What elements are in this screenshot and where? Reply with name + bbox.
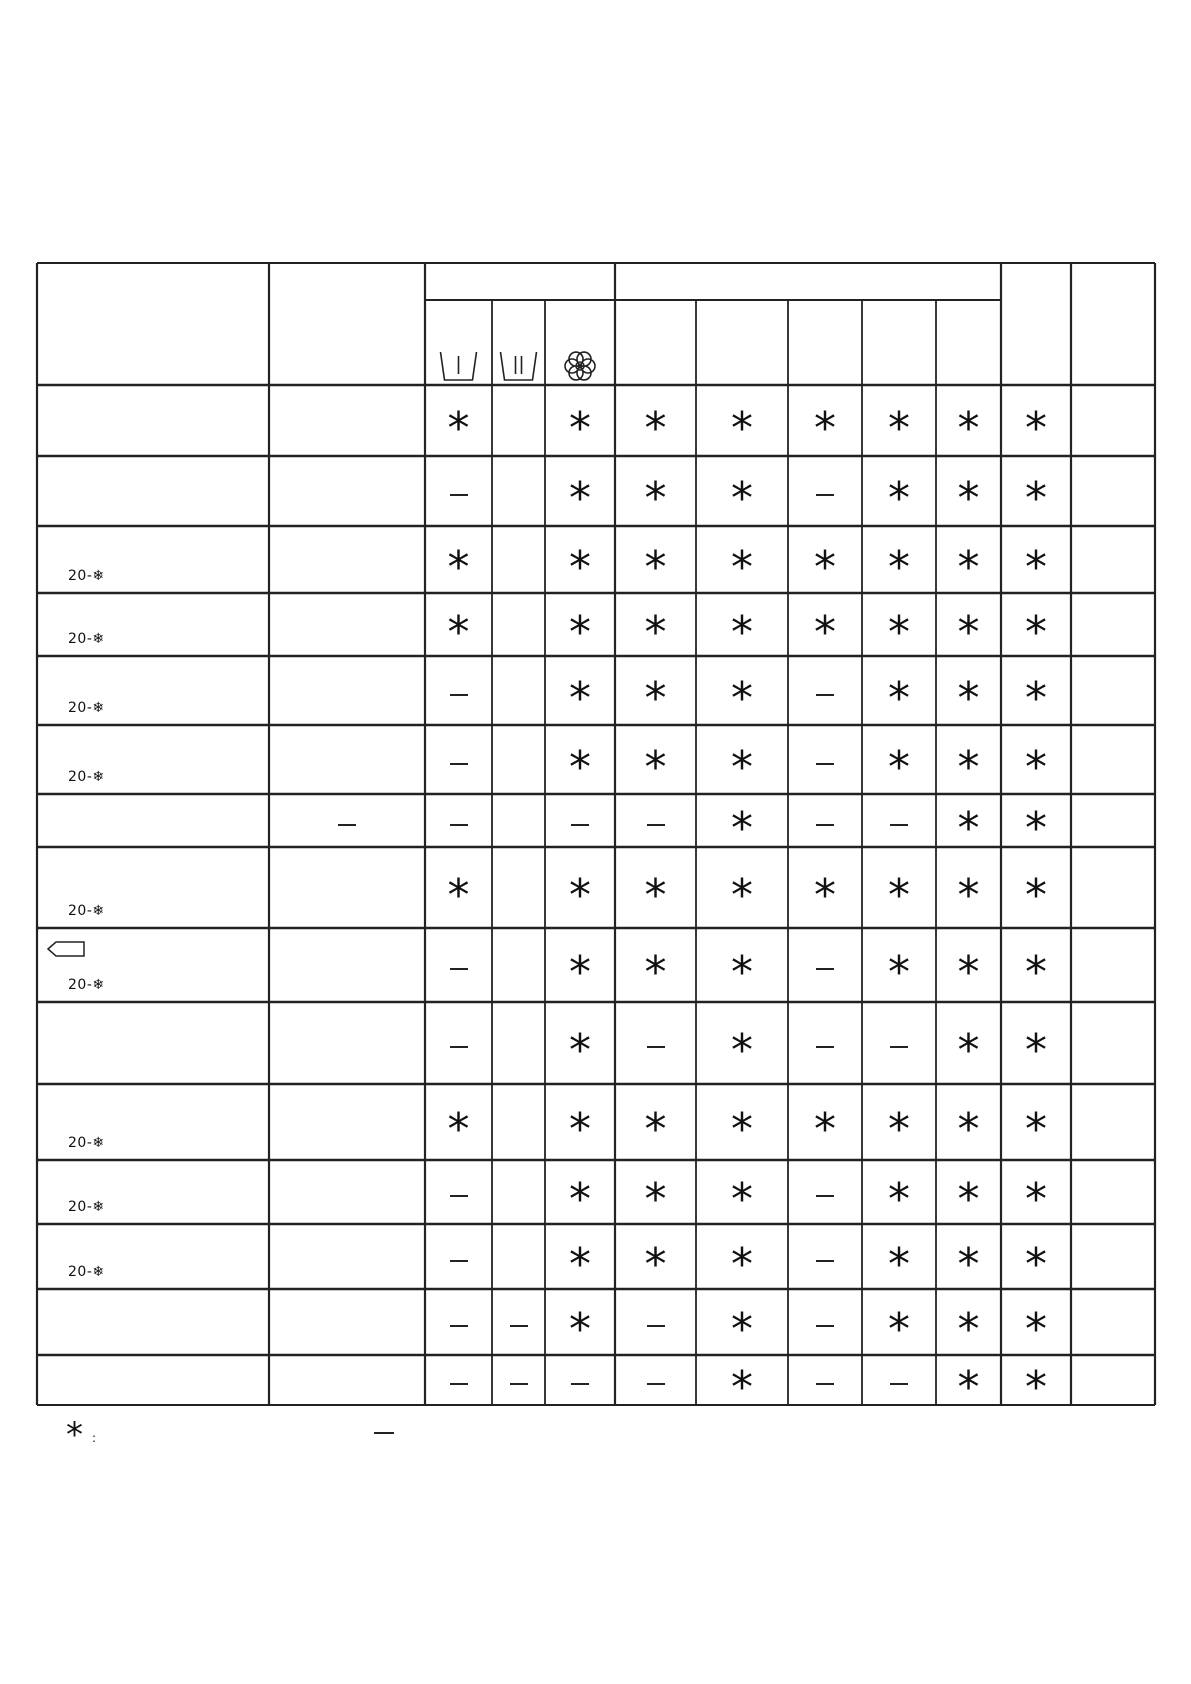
cell-suitable: * — [644, 672, 667, 724]
cell-suitable: * — [957, 741, 980, 793]
cell-suitable: * — [1025, 606, 1047, 658]
flower-icon — [565, 352, 595, 380]
cell-not-applicable — [338, 824, 356, 826]
cell-suitable: * — [644, 473, 667, 524]
cell-suitable: * — [731, 1304, 753, 1355]
row-label-temperature: 20-❄ — [68, 1199, 105, 1215]
cell-suitable: * — [731, 473, 753, 524]
cell-suitable: * — [447, 606, 470, 658]
cell-not-applicable — [450, 1260, 468, 1262]
cell-suitable: * — [569, 1238, 591, 1290]
cell-not-applicable — [450, 763, 468, 765]
cell-suitable: * — [569, 606, 591, 658]
cell-suitable: * — [814, 606, 836, 658]
cell-suitable: * — [1025, 1238, 1047, 1290]
cell-not-applicable — [890, 824, 908, 826]
cell-suitable: * — [1025, 1104, 1047, 1155]
cell-suitable: * — [814, 541, 836, 593]
cell-suitable: * — [644, 741, 667, 793]
cell-suitable: * — [1025, 402, 1047, 454]
row-label-temperature: 20-❄ — [68, 977, 105, 993]
cell-not-applicable — [816, 824, 834, 826]
cell-not-applicable — [450, 824, 468, 826]
label-tag-icon — [46, 940, 86, 958]
row-label-temperature: 20-❄ — [68, 769, 105, 785]
cell-suitable: * — [731, 1362, 753, 1413]
cell-suitable: * — [888, 1104, 910, 1155]
cell-not-applicable — [816, 763, 834, 765]
cell-suitable: * — [1025, 541, 1047, 593]
cell-suitable: * — [731, 1104, 753, 1155]
cell-suitable: * — [957, 1304, 980, 1355]
handwash-tub-two-line-icon — [501, 352, 537, 380]
cell-not-applicable — [890, 1383, 908, 1385]
cell-suitable: * — [1025, 473, 1047, 524]
cell-suitable: * — [731, 402, 753, 454]
cell-suitable: * — [957, 1362, 980, 1413]
row-label-temperature: 20-❄ — [68, 903, 105, 919]
cell-suitable: * — [957, 606, 980, 658]
row-label-temperature: 20-❄ — [68, 1264, 105, 1280]
cell-suitable: * — [644, 541, 667, 593]
cell-suitable: * — [1025, 672, 1047, 724]
cell-suitable: * — [888, 541, 910, 593]
cell-not-applicable — [450, 968, 468, 970]
cell-suitable: * — [569, 869, 591, 921]
cell-not-applicable — [816, 1046, 834, 1048]
row-label-temperature: 20-❄ — [68, 568, 105, 584]
cell-suitable: * — [1025, 741, 1047, 793]
cell-suitable: * — [644, 1238, 667, 1290]
cell-not-applicable — [816, 1383, 834, 1385]
cell-suitable: * — [888, 1304, 910, 1355]
cell-suitable: * — [957, 1174, 980, 1225]
cell-suitable: * — [447, 402, 470, 454]
cell-suitable: * — [731, 672, 753, 724]
cell-not-applicable — [816, 1325, 834, 1327]
cell-not-applicable — [816, 968, 834, 970]
cell-suitable: * — [1025, 869, 1047, 921]
cell-suitable: * — [731, 1174, 753, 1225]
cell-suitable: * — [569, 1104, 591, 1155]
row-label-temperature: 20-❄ — [68, 700, 105, 716]
cell-suitable: * — [957, 1238, 980, 1290]
cell-suitable: * — [644, 869, 667, 921]
cell-suitable: * — [1025, 947, 1047, 998]
cell-not-applicable — [816, 494, 834, 496]
handwash-tub-one-line-icon — [441, 352, 477, 380]
cell-suitable: * — [569, 473, 591, 524]
cell-suitable: * — [957, 1104, 980, 1155]
cell-not-applicable — [450, 1325, 468, 1327]
cell-suitable: * — [888, 672, 910, 724]
cell-not-applicable — [571, 824, 589, 826]
cell-suitable: * — [731, 541, 753, 593]
cell-not-applicable — [450, 1195, 468, 1197]
cell-not-applicable — [510, 1325, 528, 1327]
cell-not-applicable — [647, 1325, 665, 1327]
cell-suitable: * — [731, 1238, 753, 1290]
cell-suitable: * — [1025, 1304, 1047, 1355]
cell-suitable: * — [888, 869, 910, 921]
cell-suitable: * — [569, 741, 591, 793]
cell-suitable: * — [957, 672, 980, 724]
cell-not-applicable — [816, 1260, 834, 1262]
cell-suitable: * — [957, 947, 980, 998]
cell-suitable: * — [569, 672, 591, 724]
cell-suitable: * — [447, 541, 470, 593]
cell-suitable: * — [731, 802, 753, 854]
cell-not-applicable — [450, 1046, 468, 1048]
cell-suitable: * — [569, 947, 591, 998]
legend-star-symbol: * — [66, 1415, 83, 1455]
cell-suitable: * — [731, 1025, 753, 1076]
cell-suitable: * — [814, 869, 836, 921]
cell-suitable: * — [731, 869, 753, 921]
cell-suitable: * — [888, 606, 910, 658]
cell-suitable: * — [1025, 1174, 1047, 1225]
cell-suitable: * — [814, 1104, 836, 1155]
row-label-temperature: 20-❄ — [68, 631, 105, 647]
cell-suitable: * — [1025, 1362, 1047, 1413]
cell-suitable: * — [957, 541, 980, 593]
cell-suitable: * — [888, 473, 910, 524]
cell-suitable: * — [569, 541, 591, 593]
cell-suitable: * — [447, 1104, 470, 1155]
cell-not-applicable — [647, 1383, 665, 1385]
cell-suitable: * — [731, 606, 753, 658]
cell-suitable: * — [644, 1104, 667, 1155]
cell-not-applicable — [890, 1046, 908, 1048]
cell-not-applicable — [571, 1383, 589, 1385]
cell-not-applicable — [450, 694, 468, 696]
cell-suitable: * — [569, 1025, 591, 1076]
cell-suitable: * — [1025, 802, 1047, 854]
legend-colon: : — [92, 1431, 97, 1445]
cell-suitable: * — [888, 402, 910, 454]
cell-not-applicable — [450, 1383, 468, 1385]
cell-suitable: * — [731, 947, 753, 998]
cell-suitable: * — [888, 1238, 910, 1290]
cell-suitable: * — [1025, 1025, 1047, 1076]
cell-suitable: * — [957, 473, 980, 524]
cell-not-applicable — [647, 824, 665, 826]
cell-suitable: * — [447, 869, 470, 921]
cell-suitable: * — [644, 402, 667, 454]
cell-suitable: * — [644, 947, 667, 998]
cell-not-applicable — [450, 494, 468, 496]
cell-not-applicable — [816, 1195, 834, 1197]
cell-suitable: * — [957, 1025, 980, 1076]
cell-suitable: * — [888, 1174, 910, 1225]
cell-not-applicable — [510, 1383, 528, 1385]
cell-suitable: * — [957, 869, 980, 921]
legend-dash-symbol — [374, 1432, 394, 1434]
cell-suitable: * — [569, 1174, 591, 1225]
cell-suitable: * — [644, 606, 667, 658]
cell-suitable: * — [888, 741, 910, 793]
cell-not-applicable — [816, 694, 834, 696]
cell-suitable: * — [814, 402, 836, 454]
cell-suitable: * — [888, 947, 910, 998]
cell-not-applicable — [647, 1046, 665, 1048]
cell-suitable: * — [569, 402, 591, 454]
cell-suitable: * — [957, 402, 980, 454]
cell-suitable: * — [731, 741, 753, 793]
row-label-temperature: 20-❄ — [68, 1135, 105, 1151]
cell-suitable: * — [644, 1174, 667, 1225]
cell-suitable: * — [569, 1304, 591, 1355]
cell-suitable: * — [957, 802, 980, 854]
